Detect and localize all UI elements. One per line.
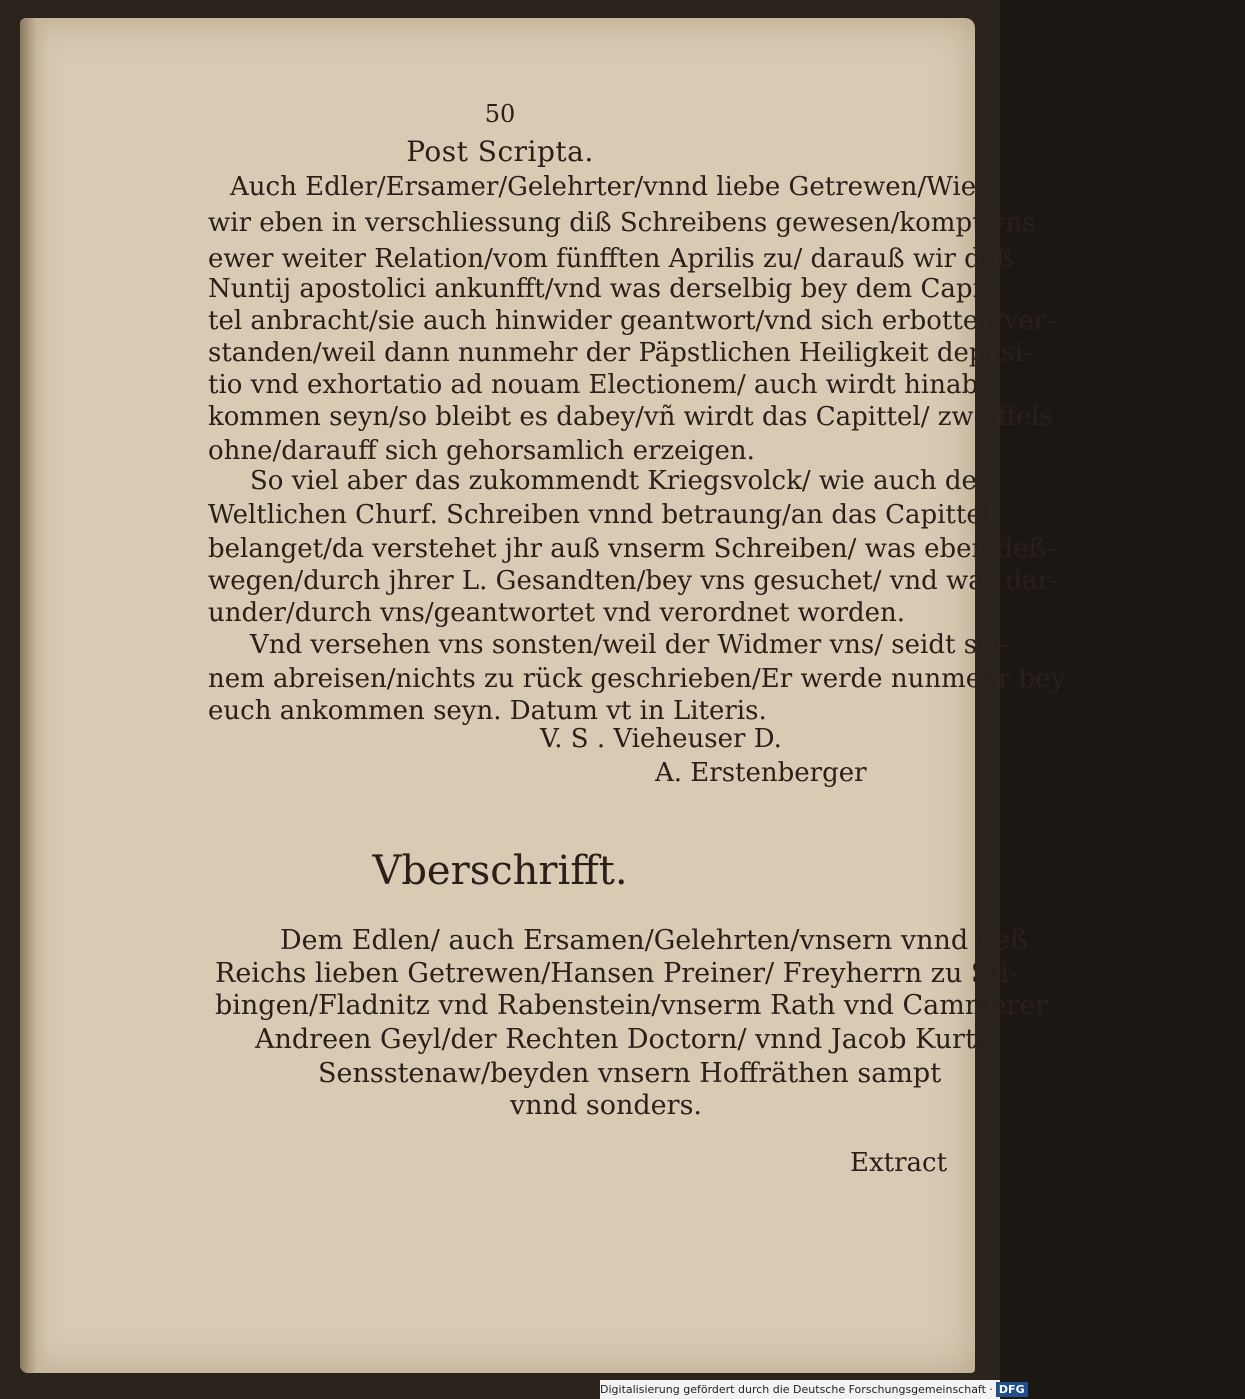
address-line: Dem Edlen/ auch Ersamen/Gelehrten/vnsern vnnd deß [280, 925, 1029, 956]
page-edge-shadow [20, 18, 48, 1373]
paragraph-1-line: tio vnd exhortatio ad nouam Electionem/ auch wirdt hinab [208, 370, 979, 400]
paragraph-2-line: belanget/da verstehet jhr auß vnserm Schreiben/ was eben deß- [208, 534, 1055, 564]
digitization-footer [600, 1380, 1025, 1399]
address-line: Reichs lieben Getrewen/Hansen Preiner/ Freyherrn zu Sti- [215, 958, 1019, 989]
paragraph-1-line: standen/weil dann nunmehr der Päpstlichen Heiligkeit deposi- [208, 338, 1032, 368]
dfg-logo: DFG [996, 1382, 1028, 1397]
paragraph-2-line: Weltlichen Churf. Schreiben vnnd betraung/an das Capittel [208, 500, 991, 530]
paragraph-1-line: Auch Edler/Ersamer/Gelehrter/vnnd liebe Getrewen/Wie [230, 172, 977, 202]
paragraph-1-line: ohne/darauff sich gehorsamlich erzeigen. [208, 436, 755, 466]
paragraph-2-line: So viel aber das zukommendt Kriegsvolck/ wie auch der [250, 466, 990, 496]
paragraph-1-line: kommen seyn/so bleibt es dabey/vñ wirdt das Capittel/ zweiffels [208, 402, 1053, 432]
signature-erstenberger: A. Erstenberger [655, 758, 867, 788]
signature-vieheuser: V. S . Vieheuser D. [540, 724, 782, 754]
address-line: vnnd sonders. [510, 1090, 703, 1121]
paragraph-1-line: wir eben in verschliessung diß Schreibens gewesen/kompt vns [208, 208, 1036, 238]
paragraph-3-line: nem abreisen/nichts zu rück geschrieben/Er werde nunmehr bey [208, 664, 1066, 694]
footer-text: Digitalisierung gefördert durch die Deutsche Forschungsgemeinschaft · [600, 1383, 993, 1396]
paragraph-3-line: euch ankommen seyn. Datum vt in Literis. [208, 696, 767, 726]
paragraph-2-line: wegen/durch jhrer L. Gesandten/bey vns gesuchet/ vnd was dar- [208, 566, 1059, 596]
catchword: Extract [850, 1148, 948, 1178]
page-number: 50 [484, 100, 516, 128]
address-line: bingen/Fladnitz vnd Rabenstein/vnserm Rath vnd Cammerer [215, 990, 1049, 1021]
paragraph-1-line: tel anbracht/sie auch hinwider geantwort/vnd sich erbotten/ver- [208, 306, 1056, 336]
paragraph-3-line: Vnd versehen vns sonsten/weil der Widmer vns/ seidt sei- [250, 630, 1010, 660]
paragraph-1-line: Nuntij apostolici ankunfft/vnd was derselbig bey dem Capit- [208, 274, 1001, 304]
address-line: Sensstenaw/beyden vnsern Hoffräthen sampt [318, 1058, 942, 1089]
address-line: Andreen Geyl/der Rechten Doctorn/ vnnd Jacob Kurtz [255, 1024, 991, 1055]
paragraph-1-line: ewer weiter Relation/vom fünfften Aprilis zu/ darauß wir deß [208, 244, 1014, 274]
address-title: Vberschrifft. [372, 848, 628, 894]
page-heading: Post Scripta. [406, 135, 594, 168]
paragraph-2-line: under/durch vns/geantwortet vnd verordnet worden. [208, 598, 906, 628]
